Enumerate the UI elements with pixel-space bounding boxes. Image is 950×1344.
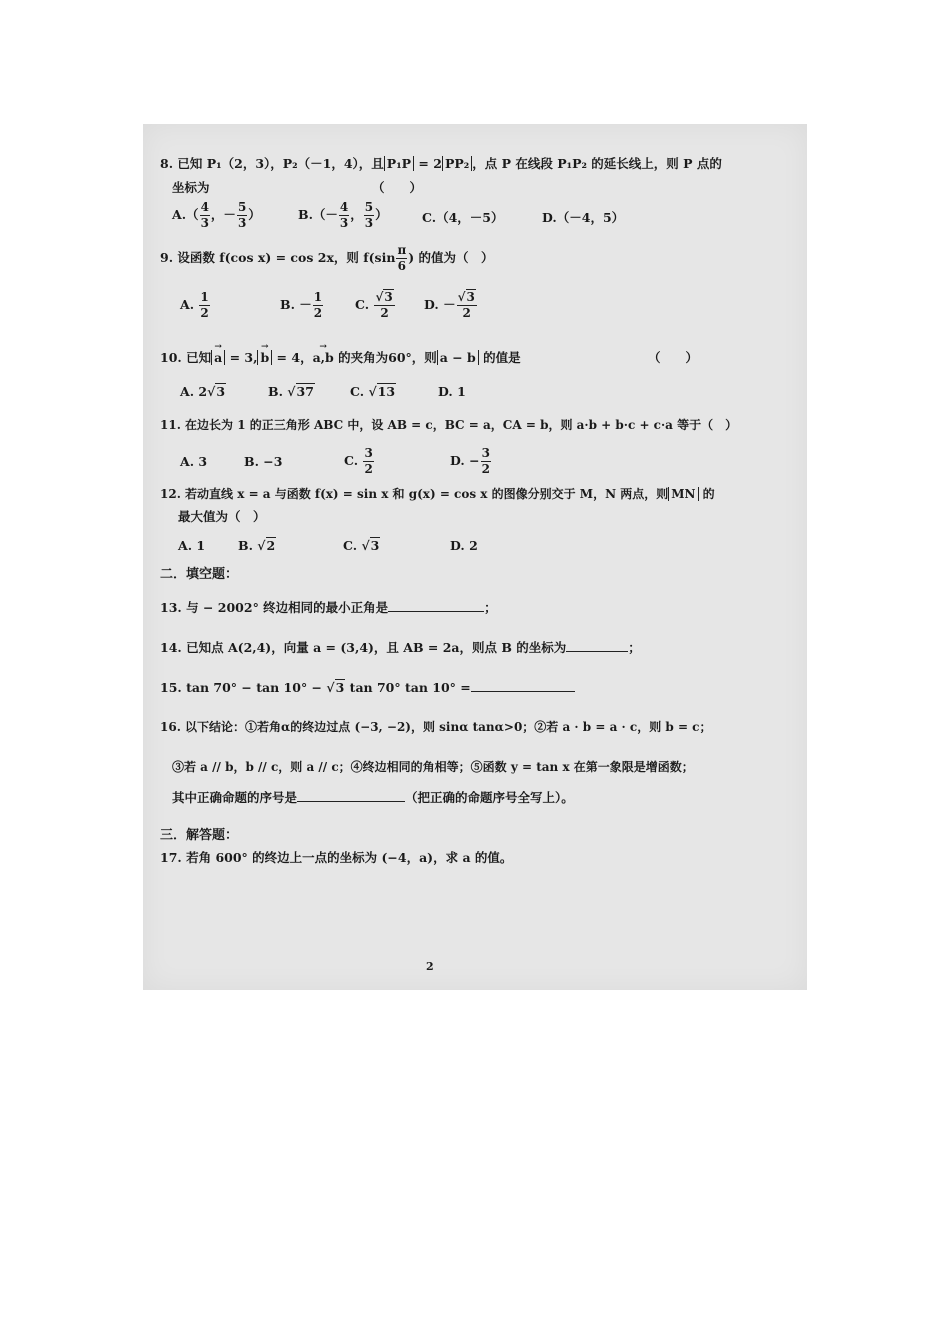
q12-c-radicand: 3: [370, 538, 380, 553]
q11-c-frac: [363, 446, 373, 477]
q13-end: ；: [484, 600, 497, 615]
q10-stem-c: 的值是: [478, 350, 521, 365]
q10-b-radicand: 37: [296, 384, 314, 399]
q12-options: [178, 538, 478, 553]
q12-b-label: B.: [238, 538, 253, 553]
q10-b-label: B.: [268, 384, 283, 399]
q8-option-b: [298, 200, 388, 231]
q9-a-label: A.: [180, 297, 195, 312]
q14-stem: 14. 已知点 A(2,4)，向量 a = (3,4)，且 AB = 2a，则点 B 的坐标为: [160, 640, 567, 655]
section-answer-heading: 三．解答题：: [160, 828, 239, 843]
q10-a-label: A. 2: [180, 384, 208, 399]
q8-abs-pp2: PP₂: [442, 156, 472, 171]
q10-a-radicand: 3: [216, 384, 226, 399]
q8-line2: [172, 180, 423, 195]
q10-eq2: = 4，: [272, 350, 313, 365]
q15-stem-a: 15. tan 70° − tan 10° −: [160, 680, 323, 695]
q8-b-f2n: 5: [364, 200, 374, 214]
q10-abs-b: [257, 350, 272, 365]
q8-b-end: ）: [375, 207, 388, 222]
q8-a-sep: ，－: [210, 207, 236, 222]
q9-d-n: √3: [457, 290, 475, 304]
q10-option-a: A. 2√3: [180, 384, 226, 399]
q8-paren: （ ）: [372, 180, 423, 195]
q8-option-a: [172, 200, 261, 230]
q10-vec-a: → a: [214, 350, 222, 365]
q9-option-c: [355, 290, 396, 321]
q12-option-a: A. 1: [178, 538, 206, 553]
q10-option-d: D. 1: [438, 384, 466, 399]
q9-options: [180, 290, 475, 321]
q16-line2: ③若 a // b，b // c，则 a // c；④终边相同的角相等；⑤函数 y = tan x 在第一象限是增函数；: [172, 760, 694, 774]
q10-eq1: = 3,: [225, 350, 258, 365]
q8-a-frac2: [237, 200, 247, 231]
q9-b-d: 2: [313, 306, 323, 320]
q9-c-frac: [374, 290, 394, 321]
q9-a-d: 2: [200, 306, 209, 320]
q16-answer-blank[interactable]: [297, 801, 405, 802]
q8-b-f1n: 4: [339, 200, 349, 214]
q8-eq: = 2: [414, 156, 442, 171]
q9-b-label: B. －: [280, 297, 312, 312]
q11-option-b: B. −3: [244, 454, 283, 469]
q10-options: [180, 384, 466, 399]
q8-option-c: C.（4，－5）: [422, 210, 504, 225]
q9-c-n: √3: [375, 290, 393, 304]
q9-b-n: 1: [313, 290, 323, 304]
q8-text: 8. 已知 P₁（2，3），P₂（－1，4），且: [160, 156, 384, 171]
q13-answer-blank[interactable]: [388, 611, 484, 612]
q9-option-a: [180, 290, 211, 320]
q9-pi-frac: [396, 243, 407, 274]
q8-a-f1d: 3: [200, 216, 209, 230]
q8-a-frac1: [200, 200, 210, 231]
q8-b-sep: ，: [350, 207, 363, 222]
q9-option-b: [280, 290, 324, 321]
q8-b-f2d: 3: [364, 216, 374, 230]
q9-d-label: D. －: [424, 297, 456, 312]
q10-c-label: C.: [350, 384, 365, 399]
q16-line1: 16. 以下结论：①若角α的终边过点 (−3, −2)，则 sinα tanα>0；②若 a · b = a · c，则 b = c；: [160, 720, 712, 734]
q10-abs-amb: a − b: [437, 350, 479, 365]
q14: [160, 640, 641, 655]
q10-paren: （ ）: [648, 350, 699, 365]
q8-b-label: B.（－: [298, 207, 338, 222]
q9-pi-d: 6: [397, 259, 407, 273]
q11-option-d: [450, 446, 492, 477]
q15-stem-b: tan 70° tan 10° =: [345, 680, 471, 695]
q12-line2: 最大值为（ ）: [178, 509, 266, 524]
q11-d-label: D. −: [450, 453, 480, 468]
q12-option-d: D. 2: [450, 538, 478, 553]
q10-stem: [160, 350, 699, 365]
q17: 17. 若角 600° 的终边上一点的坐标为 (−4，a)，求 a 的值。: [160, 850, 513, 865]
q15: 15. tan 70° − tan 10° − √3 tan 70° tan 10° =: [160, 680, 575, 695]
q11-c-d: 2: [364, 462, 373, 476]
q12-option-b: B. √2: [238, 538, 276, 553]
q9-stem: [160, 243, 494, 274]
q12-line1: [160, 487, 715, 501]
q10-stem-b: 的夹角为60°，则: [333, 350, 437, 365]
q16-line3-text: 其中正确命题的序号是: [172, 790, 298, 805]
q9-d-frac: [457, 290, 477, 321]
q8-a-f2d: 3: [237, 216, 247, 230]
q13-stem: 13. 与 − 2002° 终边相同的最小正角是: [160, 600, 389, 615]
q13: [160, 600, 497, 615]
q10-option-c: C. √13: [350, 384, 396, 399]
q9-stem-a: 9. 设函数 f(cos x) = cos 2x，则 f(sin: [160, 250, 396, 265]
q16-line3: [172, 790, 574, 805]
q8-b-frac2: [364, 200, 374, 231]
q8-tail: ，点 P 在线段 P₁P₂ 的延长线上，则 P 点的: [472, 156, 722, 171]
q9-a-frac: [199, 290, 209, 321]
q11-d-d: 2: [481, 462, 490, 476]
q9-c-d: 2: [380, 306, 389, 320]
q15-radicand: 3: [335, 680, 345, 695]
q9-option-d: [424, 290, 478, 321]
q8-abs-p1p: P₁P: [384, 156, 414, 171]
q12-line1-tail: 的: [698, 487, 715, 501]
q8-option-d: D.（－4，5）: [542, 210, 625, 225]
q12-option-c: C. √3: [343, 538, 380, 553]
q9-b-frac: [313, 290, 323, 321]
q9-d-d: 2: [462, 306, 471, 320]
q9-c-label: C.: [355, 297, 370, 312]
q11-d-frac: [481, 446, 491, 477]
section-fill-in-heading: 二．填空题：: [160, 567, 239, 582]
q11-c-n: 3: [364, 446, 373, 460]
q9-pi-n: π: [397, 243, 407, 257]
q10-vec-ab: → a,b: [313, 350, 334, 365]
q11-c-label: C.: [344, 453, 359, 468]
q12-b-radicand: 2: [266, 538, 276, 553]
q9-c-radicand: 3: [384, 290, 393, 304]
q9-d-radicand: 3: [466, 290, 475, 304]
q11-d-n: 3: [481, 446, 490, 460]
q10-c-radicand: 13: [377, 384, 396, 399]
q12-c-label: C.: [343, 538, 358, 553]
q9-stem-b: ) 的值为（ ）: [408, 250, 494, 265]
q10-vec-b: → b: [260, 350, 269, 365]
q8-b-f1d: 3: [339, 216, 349, 230]
q15-answer-blank[interactable]: [471, 691, 575, 692]
q8-b-frac1: [339, 200, 349, 231]
q10-option-b: B. √37: [268, 384, 314, 399]
q8-a-f2n: 5: [237, 200, 247, 214]
q10-stem-a: 10. 已知: [160, 350, 212, 365]
page-number: 2: [426, 960, 434, 973]
q8-options: [172, 200, 625, 231]
q14-end: ；: [628, 640, 641, 655]
q8-a-end: ）: [248, 207, 261, 222]
q11-option-a: A. 3: [180, 454, 208, 469]
q8-line2-text: 坐标为: [172, 180, 210, 195]
q14-answer-blank[interactable]: [566, 651, 628, 652]
q8-line1: [160, 156, 722, 171]
q11-option-c: [344, 446, 375, 477]
q10-abs-a: [211, 350, 225, 365]
q9-a-n: 1: [200, 290, 209, 304]
q16-line3-tail: （把正确的命题序号全写上）。: [405, 790, 574, 805]
q11-stem: 11. 在边长为 1 的正三角形 ABC 中，设 AB = c，BC = a，CA = b，则 a·b + b·c + c·a 等于（ ）: [160, 418, 738, 432]
q12-abs-mn: MN: [668, 487, 698, 501]
q8-a-label: A.（: [172, 207, 199, 222]
q12-line1-text: 12. 若动直线 x = a 与函数 f(x) = sin x 和 g(x) = cos x 的图像分别交于 M，N 两点，则: [160, 487, 669, 501]
q8-a-f1n: 4: [200, 200, 209, 214]
